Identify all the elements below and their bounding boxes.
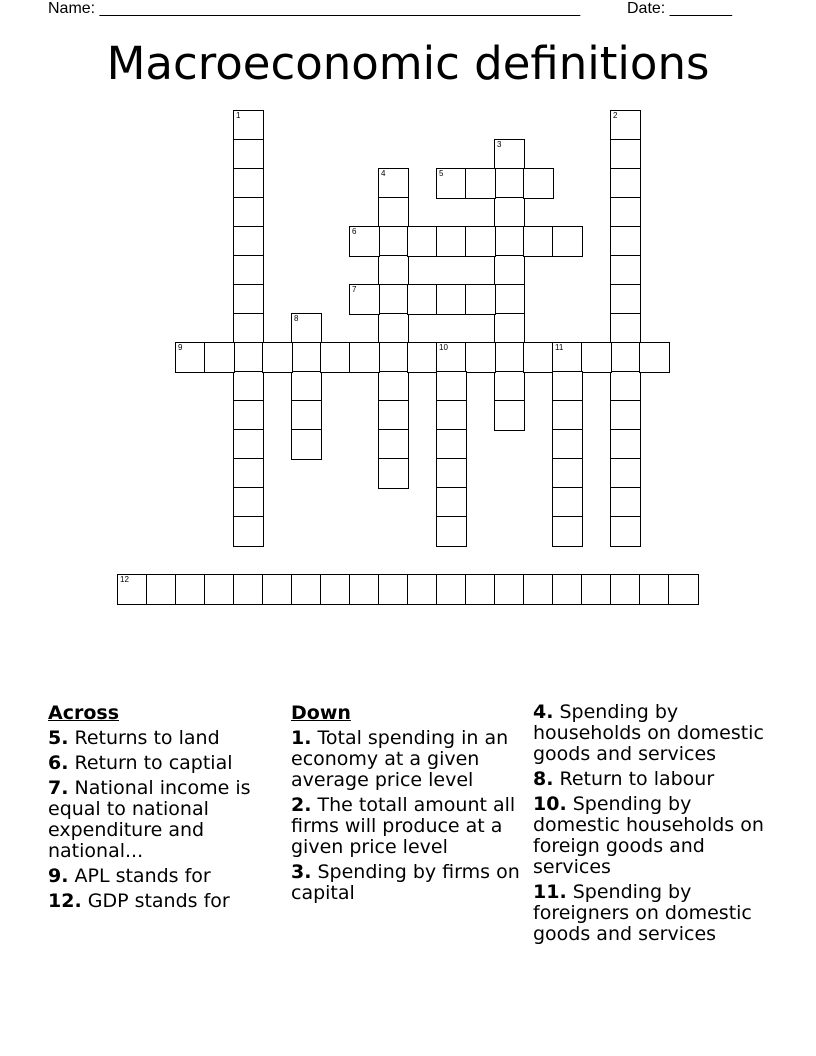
grid-cell[interactable] (610, 429, 641, 460)
clue-number: 4. (533, 701, 554, 723)
grid-cell[interactable] (552, 400, 583, 431)
grid-cell[interactable] (494, 168, 525, 199)
cell-number: 10 (439, 343, 448, 352)
cell-number: 11 (555, 343, 564, 352)
grid-cell[interactable] (378, 458, 409, 489)
clue-text: National income is equal to national expenditure and national... (48, 777, 251, 862)
grid-cell[interactable] (523, 574, 554, 605)
grid-cell[interactable] (233, 226, 264, 257)
grid-cell[interactable] (233, 110, 264, 141)
grid-cell[interactable] (610, 400, 641, 431)
grid-cell[interactable] (349, 342, 380, 373)
grid-cell[interactable] (407, 574, 438, 605)
grid-cell[interactable] (233, 168, 264, 199)
grid-cell[interactable] (436, 574, 467, 605)
grid-cell[interactable] (610, 458, 641, 489)
clue-down-4 (533, 702, 783, 765)
clue-text: Return to labour (559, 768, 715, 790)
clue-text: Total spending in an economy at a given average price level (291, 727, 509, 791)
clue-across-12 (48, 891, 278, 912)
grid-cell[interactable] (668, 574, 699, 605)
grid-cell[interactable] (494, 574, 525, 605)
grid-cell[interactable] (465, 342, 496, 373)
clue-text: APL stands for (74, 865, 211, 887)
grid-cell[interactable] (349, 226, 380, 257)
grid-cell[interactable] (117, 574, 148, 605)
grid-cell[interactable] (523, 168, 554, 199)
grid-cell[interactable] (436, 226, 467, 257)
grid-cell[interactable] (436, 400, 467, 431)
grid-cell[interactable] (610, 197, 641, 228)
grid-cell[interactable] (291, 342, 322, 373)
grid-cell[interactable] (378, 313, 409, 344)
grid-cell[interactable] (552, 458, 583, 489)
cell-number: 3 (497, 140, 502, 149)
grid-cell[interactable] (494, 139, 525, 170)
clue-across-6 (48, 753, 278, 774)
grid-cell[interactable] (204, 574, 235, 605)
grid-cell[interactable] (175, 342, 206, 373)
grid-cell[interactable] (494, 197, 525, 228)
grid-cell[interactable] (233, 139, 264, 170)
cell-number: 7 (352, 285, 357, 294)
cell-number: 1 (236, 111, 241, 120)
clue-text: Returns to land (74, 727, 220, 749)
clues-column-3 (533, 702, 783, 949)
grid-cell[interactable] (610, 574, 641, 605)
grid-cell[interactable] (378, 284, 409, 315)
cell-number: 4 (381, 169, 386, 178)
grid-cell[interactable] (436, 429, 467, 460)
clue-number: 3. (291, 861, 312, 883)
grid-cell[interactable] (523, 226, 554, 257)
grid-cell[interactable] (233, 342, 264, 373)
grid-cell[interactable] (378, 342, 409, 373)
grid-cell[interactable] (291, 313, 322, 344)
clue-across-7 (48, 778, 278, 862)
cell-number: 12 (120, 575, 129, 584)
grid-cell[interactable] (233, 371, 264, 402)
clue-number: 5. (48, 727, 69, 749)
grid-cell[interactable] (262, 574, 293, 605)
grid-cell[interactable] (378, 255, 409, 286)
grid-cell[interactable] (233, 516, 264, 547)
clues-column-2 (291, 702, 523, 908)
date-field-label: Date: _______ (627, 0, 732, 17)
grid-cell[interactable] (610, 313, 641, 344)
grid-cell[interactable] (610, 110, 641, 141)
clue-text: GDP stands for (87, 890, 230, 912)
clue-down-3 (291, 862, 523, 904)
clues-column-1 (48, 702, 278, 916)
grid-cell[interactable] (407, 226, 438, 257)
grid-cell[interactable] (610, 226, 641, 257)
grid-cell[interactable] (523, 342, 554, 373)
grid-cell[interactable] (436, 516, 467, 547)
clue-across-9 (48, 866, 278, 887)
clue-number: 11. (533, 881, 567, 903)
grid-cell[interactable] (610, 284, 641, 315)
grid-cell[interactable] (291, 371, 322, 402)
grid-cell[interactable] (494, 255, 525, 286)
clue-number: 9. (48, 865, 69, 887)
grid-cell[interactable] (494, 226, 525, 257)
clue-number: 8. (533, 768, 554, 790)
grid-cell[interactable] (175, 574, 206, 605)
grid-cell[interactable] (610, 255, 641, 286)
grid-cell[interactable] (610, 139, 641, 170)
clue-down-11 (533, 882, 783, 945)
grid-cell[interactable] (233, 313, 264, 344)
grid-cell[interactable] (494, 313, 525, 344)
name-field-label: Name: ______________________________________________________ (48, 0, 581, 17)
grid-cell[interactable] (436, 168, 467, 199)
grid-cell[interactable] (610, 516, 641, 547)
grid-cell[interactable] (291, 429, 322, 460)
grid-cell[interactable] (378, 429, 409, 460)
cell-number: 5 (439, 169, 444, 178)
grid-cell[interactable] (378, 400, 409, 431)
grid-cell[interactable] (552, 226, 583, 257)
clue-text: Spending by households on domestic goods and services (533, 701, 764, 765)
grid-cell[interactable] (407, 284, 438, 315)
cell-number: 9 (178, 343, 183, 352)
clue-down-10 (533, 794, 783, 878)
clue-number: 7. (48, 777, 69, 799)
grid-cell[interactable] (291, 400, 322, 431)
grid-cell[interactable] (581, 342, 612, 373)
grid-cell[interactable] (494, 342, 525, 373)
grid-cell[interactable] (436, 342, 467, 373)
grid-cell[interactable] (552, 516, 583, 547)
grid-cell[interactable] (552, 342, 583, 373)
grid-cell[interactable] (436, 487, 467, 518)
clue-text: Spending by firms on capital (291, 861, 520, 904)
grid-cell[interactable] (436, 284, 467, 315)
grid-cell[interactable] (349, 284, 380, 315)
across-heading: Across (48, 702, 120, 724)
grid-cell[interactable] (610, 342, 641, 373)
grid-cell[interactable] (233, 255, 264, 286)
grid-cell[interactable] (378, 371, 409, 402)
grid-cell[interactable] (639, 342, 670, 373)
clue-down-8 (533, 769, 783, 790)
clue-number: 12. (48, 890, 82, 912)
grid-cell[interactable] (349, 574, 380, 605)
grid-cell[interactable] (552, 371, 583, 402)
grid-cell[interactable] (233, 487, 264, 518)
grid-cell[interactable] (378, 197, 409, 228)
grid-cell[interactable] (552, 487, 583, 518)
grid-cell[interactable] (262, 342, 293, 373)
grid-cell[interactable] (378, 168, 409, 199)
cell-number: 6 (352, 227, 357, 236)
grid-cell[interactable] (378, 226, 409, 257)
grid-cell[interactable] (610, 487, 641, 518)
cell-number: 8 (294, 314, 299, 323)
grid-cell[interactable] (552, 574, 583, 605)
grid-cell[interactable] (233, 429, 264, 460)
clue-number: 2. (291, 794, 312, 816)
grid-cell[interactable] (233, 574, 264, 605)
grid-cell[interactable] (407, 342, 438, 373)
cell-number: 2 (613, 111, 618, 120)
grid-cell[interactable] (320, 574, 351, 605)
grid-cell[interactable] (204, 342, 235, 373)
grid-cell[interactable] (233, 284, 264, 315)
clue-text: Spending by domestic households on foreign goods and services (533, 793, 764, 878)
grid-cell[interactable] (494, 284, 525, 315)
grid-cell[interactable] (233, 400, 264, 431)
grid-cell[interactable] (146, 574, 177, 605)
grid-cell[interactable] (436, 371, 467, 402)
down-heading: Down (291, 702, 351, 724)
grid-cell[interactable] (320, 342, 351, 373)
clue-down-2 (291, 795, 523, 858)
grid-cell[interactable] (465, 168, 496, 199)
grid-cell[interactable] (465, 574, 496, 605)
grid-cell[interactable] (581, 574, 612, 605)
clue-text: Spending by foreigners on domestic goods and services (533, 881, 752, 945)
clue-text: The totall amount all firms will produce at a given price level (291, 794, 516, 858)
clue-number: 1. (291, 727, 312, 749)
grid-cell[interactable] (610, 371, 641, 402)
grid-cell[interactable] (436, 458, 467, 489)
clue-number: 6. (48, 752, 69, 774)
grid-cell[interactable] (233, 458, 264, 489)
grid-cell[interactable] (291, 574, 322, 605)
grid-cell[interactable] (465, 284, 496, 315)
page-title: Macroeconomic definitions (106, 37, 710, 90)
grid-cell[interactable] (552, 429, 583, 460)
clue-number: 10. (533, 793, 567, 815)
grid-cell[interactable] (465, 226, 496, 257)
grid-cell[interactable] (610, 168, 641, 199)
grid-cell[interactable] (233, 197, 264, 228)
grid-cell[interactable] (494, 400, 525, 431)
clue-across-5 (48, 728, 278, 749)
grid-cell[interactable] (378, 574, 409, 605)
clue-text: Return to captial (74, 752, 233, 774)
grid-cell[interactable] (494, 371, 525, 402)
clue-down-1 (291, 728, 523, 791)
grid-cell[interactable] (639, 574, 670, 605)
